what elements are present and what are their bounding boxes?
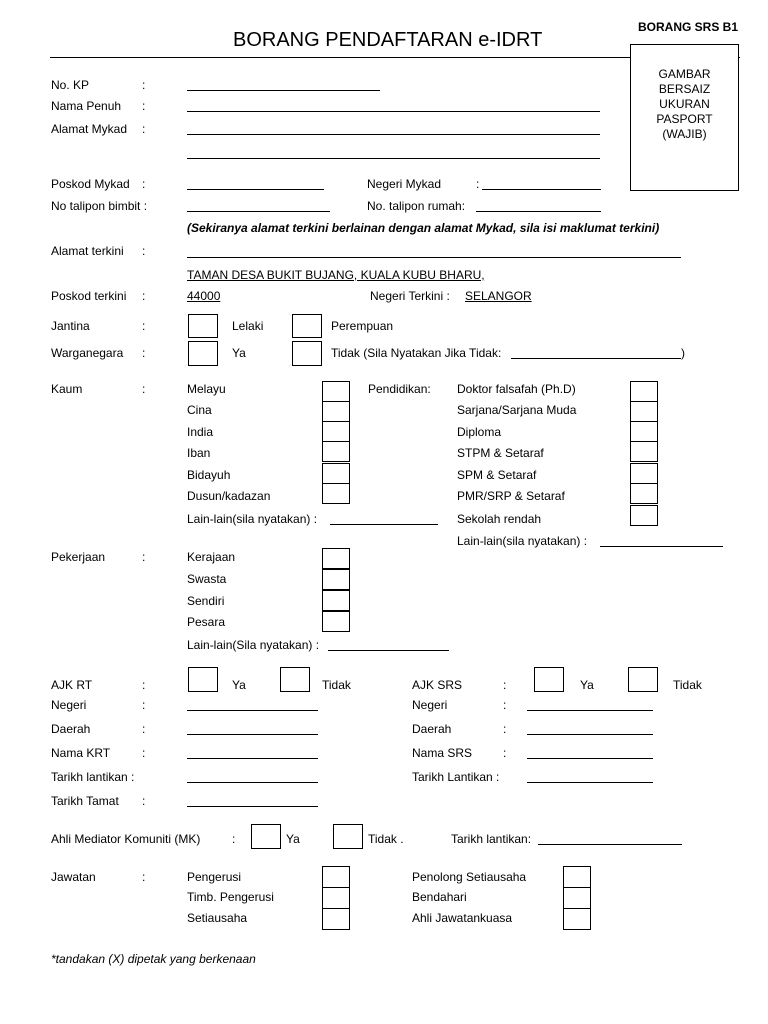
photo-box-text: (WAJIB) bbox=[662, 127, 707, 141]
ajk-rt-ya-label: Ya bbox=[232, 678, 246, 692]
kaum-other-label: Lain-lain(sila nyatakan) : bbox=[187, 512, 318, 526]
pendidikan-other-label: Lain-lain(sila nyatakan) : bbox=[457, 534, 588, 548]
jawatan-option: Penolong Setiausaha bbox=[412, 870, 527, 884]
photo-box-text: PASPORT bbox=[656, 112, 713, 126]
srs-negeri-field[interactable] bbox=[527, 710, 653, 711]
alamat-terkini-label: Alamat terkini bbox=[51, 244, 124, 258]
kaum-option: Iban bbox=[187, 446, 211, 460]
ajk-srs-ya-checkbox[interactable] bbox=[534, 667, 564, 692]
mediator-tarikh-label: Tarikh lantikan: bbox=[451, 832, 532, 846]
warganegara-ya-label: Ya bbox=[232, 346, 246, 360]
ajk-rt-ya-checkbox[interactable] bbox=[188, 667, 218, 692]
pendidikan-option: Sarjana/Sarjana Muda bbox=[457, 403, 577, 417]
kaum-checkbox[interactable] bbox=[322, 421, 350, 442]
kaum-option: Cina bbox=[187, 403, 212, 417]
no-kp-field[interactable] bbox=[187, 90, 380, 91]
jawatan-checkbox[interactable] bbox=[322, 908, 350, 930]
jawatan-option: Pengerusi bbox=[187, 870, 242, 884]
footnote: *tandakan (X) dipetak yang berkenaan bbox=[51, 952, 256, 966]
pekerjaan-label: Pekerjaan bbox=[51, 550, 106, 564]
nama-srs-label: Nama SRS bbox=[412, 746, 473, 760]
lelaki-checkbox[interactable] bbox=[188, 314, 218, 338]
pendidikan-checkbox[interactable] bbox=[630, 421, 658, 442]
mediator-label: Ahli Mediator Komuniti (MK) bbox=[51, 832, 201, 846]
ajk-srs-tidak-checkbox[interactable] bbox=[628, 667, 658, 692]
mediator-tidak-checkbox[interactable] bbox=[333, 824, 363, 849]
pendidikan-checkbox[interactable] bbox=[630, 381, 658, 402]
jawatan-checkbox[interactable] bbox=[563, 908, 591, 930]
mediator-ya-checkbox[interactable] bbox=[251, 824, 281, 849]
poskod-mykad-field[interactable] bbox=[187, 189, 324, 190]
mediator-ya-label: Ya bbox=[286, 832, 300, 846]
nama-krt-label: Nama KRT bbox=[51, 746, 111, 760]
colon: : bbox=[142, 122, 146, 136]
kaum-checkbox[interactable] bbox=[322, 381, 350, 402]
rt-tarikh-lantikan-label: Tarikh lantikan : bbox=[51, 770, 135, 784]
alamat-mykad-field-2[interactable] bbox=[187, 158, 600, 159]
alamat-mykad-field-1[interactable] bbox=[187, 134, 600, 135]
pekerjaan-option: Pesara bbox=[187, 615, 226, 629]
colon: : bbox=[476, 177, 480, 191]
srs-daerah-label: Daerah bbox=[412, 722, 452, 736]
alamat-note: (Sekiranya alamat terkini berlainan dengan alamat Mykad, sila isi maklumat terkini) bbox=[187, 221, 660, 235]
pekerjaan-checkbox[interactable] bbox=[322, 590, 350, 611]
mediator-tidak-label: Tidak . bbox=[368, 832, 404, 846]
negeri-mykad-field[interactable] bbox=[482, 189, 601, 190]
ajk-rt-tidak-label: Tidak bbox=[322, 678, 351, 692]
pekerjaan-checkbox[interactable] bbox=[322, 611, 350, 632]
kaum-option: Bidayuh bbox=[187, 468, 231, 482]
colon: : bbox=[142, 382, 146, 396]
colon: : bbox=[142, 550, 146, 564]
ajk-srs-label: AJK SRS bbox=[412, 678, 463, 692]
no-talipon-rumah-label: No. talipon rumah: bbox=[367, 199, 466, 213]
jawatan-checkbox[interactable] bbox=[563, 866, 591, 888]
alamat-terkini-value[interactable]: TAMAN DESA BUKIT BUJANG, KUALA KUBU BHARU, bbox=[187, 268, 485, 282]
kaum-checkbox[interactable] bbox=[322, 483, 350, 504]
kaum-checkbox[interactable] bbox=[322, 401, 350, 422]
colon: : bbox=[503, 722, 507, 736]
pekerjaan-option: Swasta bbox=[187, 572, 227, 586]
rt-negeri-label: Negeri bbox=[51, 698, 87, 712]
warganegara-specify-field[interactable] bbox=[511, 358, 681, 359]
no-talipon-bimbit-label: No talipon bimbit : bbox=[51, 199, 148, 213]
rt-daerah-label: Daerah bbox=[51, 722, 91, 736]
ajk-rt-tidak-checkbox[interactable] bbox=[280, 667, 310, 692]
colon: : bbox=[142, 177, 146, 191]
rt-tarikh-lantikan-field[interactable] bbox=[187, 782, 318, 783]
jawatan-label: Jawatan bbox=[51, 870, 96, 884]
jawatan-option: Setiausaha bbox=[187, 911, 248, 925]
jawatan-checkbox[interactable] bbox=[563, 887, 591, 909]
pendidikan-checkbox[interactable] bbox=[630, 441, 658, 462]
perempuan-checkbox[interactable] bbox=[292, 314, 322, 338]
poskod-terkini-label: Poskod terkini bbox=[51, 289, 127, 303]
rt-daerah-field[interactable] bbox=[187, 734, 318, 735]
alamat-mykad-label: Alamat Mykad bbox=[51, 122, 128, 136]
colon: : bbox=[142, 99, 146, 113]
pekerjaan-other-label: Lain-lain(Sila nyatakan) : bbox=[187, 638, 320, 652]
jawatan-checkbox[interactable] bbox=[322, 887, 350, 909]
kaum-option: India bbox=[187, 425, 214, 439]
pendidikan-other-field[interactable] bbox=[600, 546, 723, 547]
nama-penuh-field[interactable] bbox=[187, 111, 600, 112]
rt-negeri-field[interactable] bbox=[187, 710, 318, 711]
ajk-rt-label: AJK RT bbox=[51, 678, 93, 692]
warganegara-tidak-label: Tidak (Sila Nyatakan Jika Tidak: bbox=[331, 346, 502, 360]
photo-box-text: GAMBAR bbox=[658, 67, 711, 81]
kaum-checkbox[interactable] bbox=[322, 463, 350, 484]
kaum-option: Melayu bbox=[187, 382, 226, 396]
perempuan-label: Perempuan bbox=[331, 319, 394, 333]
kaum-other-field[interactable] bbox=[330, 524, 438, 525]
srs-negeri-label: Negeri bbox=[412, 698, 448, 712]
nama-penuh-label: Nama Penuh bbox=[51, 99, 122, 113]
colon: : bbox=[142, 794, 146, 808]
page-title: BORANG PENDAFTARAN e-IDRT bbox=[233, 29, 543, 51]
pekerjaan-option: Kerajaan bbox=[187, 550, 236, 564]
srs-tarikh-lantikan-label: Tarikh Lantikan : bbox=[412, 770, 500, 784]
photo-box-text: BERSAIZ bbox=[658, 82, 711, 96]
pekerjaan-checkbox[interactable] bbox=[322, 569, 350, 590]
no-talipon-rumah-field[interactable] bbox=[476, 211, 601, 212]
jawatan-option: Bendahari bbox=[412, 890, 467, 904]
warganegara-label: Warganegara bbox=[51, 346, 124, 360]
colon: : bbox=[142, 346, 146, 360]
pendidikan-checkbox[interactable] bbox=[630, 463, 658, 484]
colon: : bbox=[142, 289, 146, 303]
ajk-srs-tidak-label: Tidak bbox=[673, 678, 702, 692]
kaum-label: Kaum bbox=[51, 382, 83, 396]
jawatan-option: Timb. Pengerusi bbox=[187, 890, 274, 904]
srs-tarikh-lantikan-field[interactable] bbox=[527, 782, 653, 783]
jantina-label: Jantina bbox=[51, 319, 90, 333]
negeri-terkini-label: Negeri Terkini : bbox=[370, 289, 450, 303]
pendidikan-option: STPM & Setaraf bbox=[457, 446, 544, 460]
warganegara-tidak-checkbox[interactable] bbox=[292, 341, 322, 366]
pendidikan-option: Diploma bbox=[457, 425, 502, 439]
pendidikan-checkbox[interactable] bbox=[630, 505, 658, 526]
warganegara-ya-checkbox[interactable] bbox=[188, 341, 218, 366]
colon: : bbox=[142, 319, 146, 333]
colon: : bbox=[142, 722, 146, 736]
pendidikan-option: Doktor falsafah (Ph.D) bbox=[457, 382, 576, 396]
colon: : bbox=[142, 698, 146, 712]
pekerjaan-checkbox[interactable] bbox=[322, 548, 350, 569]
jawatan-option: Ahli Jawatankuasa bbox=[412, 911, 513, 925]
colon: : bbox=[142, 78, 146, 92]
pendidikan-checkbox[interactable] bbox=[630, 401, 658, 422]
tarikh-tamat-label: Tarikh Tamat bbox=[51, 794, 119, 808]
ajk-srs-ya-label: Ya bbox=[580, 678, 594, 692]
lelaki-label: Lelaki bbox=[232, 319, 264, 333]
colon: : bbox=[142, 678, 146, 692]
kaum-option: Dusun/kadazan bbox=[187, 489, 271, 503]
colon: : bbox=[142, 244, 146, 258]
pendidikan-label: Pendidikan: bbox=[368, 382, 431, 396]
pendidikan-option: PMR/SRP & Setaraf bbox=[457, 489, 565, 503]
pendidikan-checkbox[interactable] bbox=[630, 483, 658, 504]
colon: : bbox=[142, 746, 146, 760]
nama-krt-field[interactable] bbox=[187, 758, 318, 759]
jawatan-checkbox[interactable] bbox=[322, 866, 350, 888]
nama-srs-field[interactable] bbox=[527, 758, 653, 759]
pekerjaan-other-field[interactable] bbox=[328, 650, 449, 651]
colon: : bbox=[142, 870, 146, 884]
srs-daerah-field[interactable] bbox=[527, 734, 653, 735]
poskod-mykad-label: Poskod Mykad bbox=[51, 177, 130, 191]
colon: : bbox=[503, 678, 507, 692]
negeri-terkini-value[interactable]: SELANGOR bbox=[465, 289, 532, 303]
tarikh-tamat-field[interactable] bbox=[187, 806, 318, 807]
negeri-mykad-label: Negeri Mykad bbox=[367, 177, 442, 191]
pekerjaan-option: Sendiri bbox=[187, 594, 225, 608]
pendidikan-option: Sekolah rendah bbox=[457, 512, 542, 526]
form-code: BORANG SRS B1 bbox=[638, 20, 739, 34]
poskod-terkini-value[interactable]: 44000 bbox=[187, 289, 221, 303]
no-kp-label: No. KP bbox=[51, 78, 90, 92]
alamat-terkini-field[interactable] bbox=[187, 257, 681, 258]
colon: : bbox=[503, 746, 507, 760]
colon: : bbox=[503, 698, 507, 712]
photo-box-text: UKURAN bbox=[659, 97, 710, 111]
no-talipon-bimbit-field[interactable] bbox=[187, 211, 330, 212]
kaum-checkbox[interactable] bbox=[322, 441, 350, 462]
mediator-tarikh-field[interactable] bbox=[538, 844, 682, 845]
colon: : bbox=[232, 832, 236, 846]
photo-box[interactable] bbox=[630, 44, 739, 191]
pendidikan-option: SPM & Setaraf bbox=[457, 468, 537, 482]
close-paren: ) bbox=[681, 346, 685, 360]
